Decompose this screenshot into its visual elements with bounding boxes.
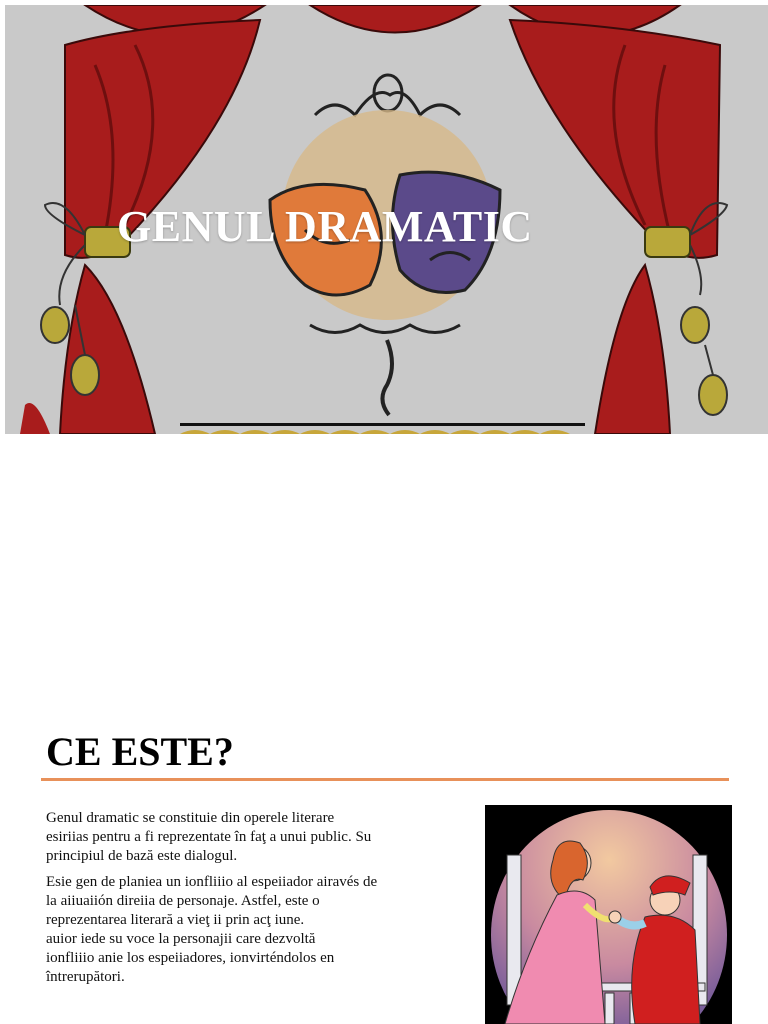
heading-divider xyxy=(41,778,729,781)
balcony-scene-image xyxy=(485,805,732,1024)
definition-paragraph xyxy=(46,809,446,866)
romeo-juliet-illustration xyxy=(485,805,732,1024)
text-line: reprezentarea literară a vieţ ii prin acţ iune. xyxy=(46,912,305,928)
text-line: principiul de bază este dialogul. xyxy=(46,848,238,864)
description-paragraph xyxy=(46,873,446,987)
text-line: Esie gen de planiea un ionfliiio al espeiiador airavés de xyxy=(46,874,378,890)
slide-title: GENUL DRAMATIC xyxy=(117,202,533,251)
title-slide xyxy=(5,5,768,434)
slide-heading: CE ESTE? xyxy=(46,729,234,774)
text-line: la aiiuaiión direiia de personaje. Astfel, este o xyxy=(46,893,320,909)
content-slide xyxy=(0,700,768,1024)
text-line: întrerupători. xyxy=(46,969,125,985)
text-line: Genul dramatic se constituie din operele literare xyxy=(46,810,335,826)
text-line: ionfliiio anie los espeiiadores, ionvirténdolos en xyxy=(46,950,335,966)
text-line: esiriias pentru a fi reprezentate în faţ a unui public. Su xyxy=(46,829,372,845)
text-line: auior iede su voce la personajii care dezvoltă xyxy=(46,931,316,947)
